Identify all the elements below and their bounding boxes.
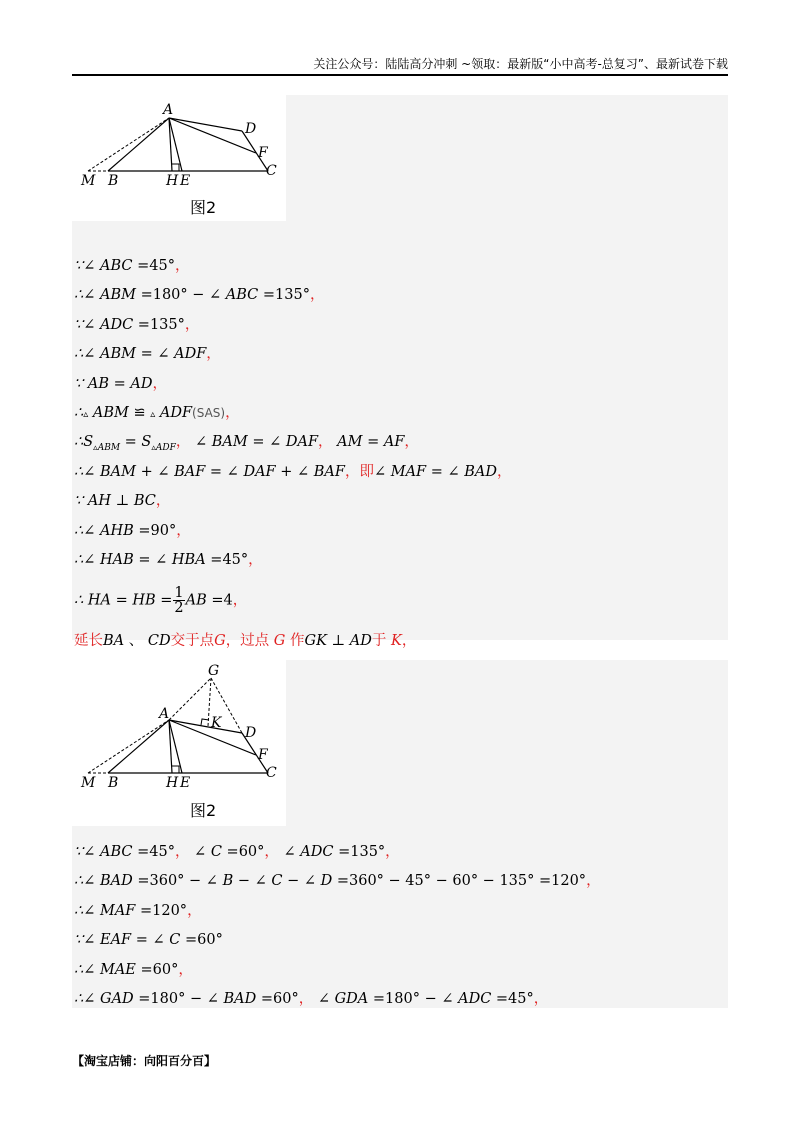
proof-line-2: ∴∠ ABM =180° − ∠ ABC =135°， [74,287,325,303]
proof-line-11: ∴∠ HAB = ∠ HBA =45°， [74,552,263,568]
proof-line-19: ∴∠ GAD =180° − ∠ BAD =60°， ∠ GDA =180° − ∠ ADC =45°， [74,991,549,1007]
footer-text: 【淘宝店铺：向阳百分百】 [72,1054,217,1068]
fig1-label-B: B [108,173,119,189]
proof-line-12: ∴ HA = HB = $\frac{1}{2}$ AB =4， [74,585,248,616]
proof-line-3: ∵∠ ADC =135°， [74,317,200,333]
proof-line-5: ∵ AB = AD， [74,376,167,392]
figure-2 [72,658,286,826]
fig2-label-H: H [166,775,179,791]
fig1-label-M: M [81,173,96,189]
fig2-label-B: B [108,775,119,791]
fig1-label-E: E [180,173,191,189]
proof-line-4: ∴∠ ABM = ∠ ADF， [74,346,221,362]
figure-1 [72,95,286,221]
fig2-label-M: M [81,775,96,791]
fig1-label-C: C [266,163,277,179]
proof-line-14: ∵∠ ABC =45°， ∠ C =60°， ∠ ADC =135°， [74,844,400,860]
proof-line-10: ∴∠ AHB =90°， [74,523,191,539]
page-footer [72,1052,216,1069]
proof-line-7: $\therefore S_{▵ABM} = S_{▵ADF}$， ∠ BAM = ∠ DAF， AM = AF， [74,434,419,453]
figure-1-caption: 图2 [190,198,217,217]
proof-line-6: ∴▵ ABM ≌ ▵ ADF(SAS)， [74,405,240,421]
figure-2-caption: 图2 [190,801,217,820]
fig1-label-D: D [245,121,257,137]
proof-line-13: 延长BA 、 CD交于点G，过点 G 作GK ⊥ AD于 K， [74,633,417,649]
proof-line-9: ∵ AH ⊥ BC， [74,493,171,509]
proof-line-16: ∴∠ MAF =120°， [74,903,202,919]
figure-2-diagram [72,658,286,826]
proof-line-17: ∵∠ EAF = ∠ C =60° [74,932,223,948]
page-header [72,56,728,76]
fig1-label-H: H [166,173,179,189]
fig2-label-C: C [266,765,277,781]
header-text: 关注公众号：陆陆高分冲刺 ~领取：最新版“小中高考-总复习”、最新试卷下载 [313,57,728,71]
fig2-label-D: D [245,725,257,741]
proof-line-15: ∴∠ BAD =360° − ∠ B − ∠ C − ∠ D =360° − 45° − 60° − 135° =120°， [74,873,601,889]
fig2-label-F: F [258,747,268,763]
fig2-label-A: A [159,706,170,722]
fig1-label-F: F [258,145,268,161]
figure-1-diagram [72,95,286,221]
fig2-label-K: K [211,715,222,731]
proof-line-8: ∴∠ BAM + ∠ BAF = ∠ DAF + ∠ BAF，即∠ MAF = ∠ BAD， [74,464,512,480]
fig1-label-A: A [163,102,174,118]
proof-line-1: ∵∠ ABC =45°， [74,258,190,274]
fig2-label-E: E [180,775,191,791]
proof-line-18: ∴∠ MAE =60°， [74,962,193,978]
fig2-label-G: G [208,663,220,679]
